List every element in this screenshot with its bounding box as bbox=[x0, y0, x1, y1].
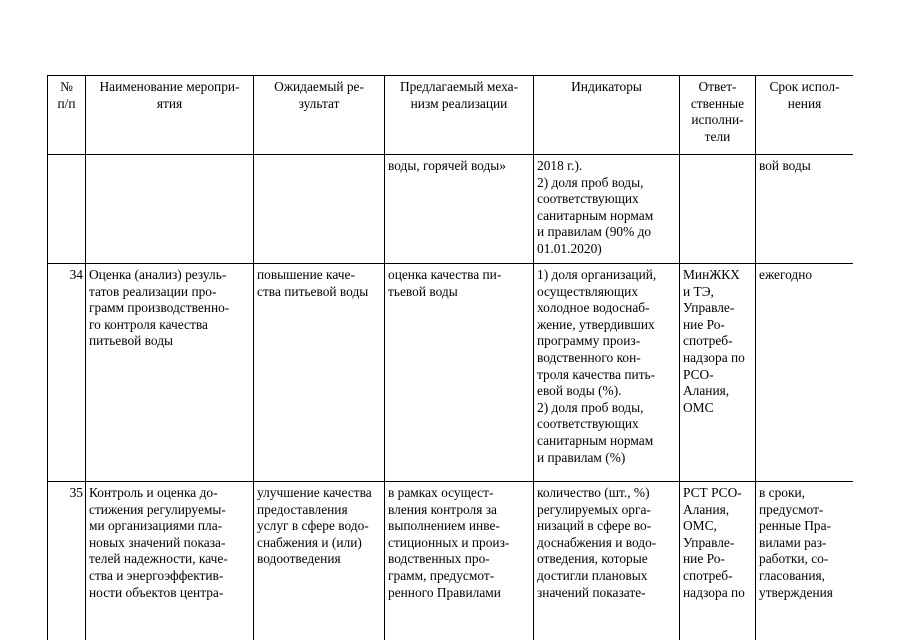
cell-indicators: 1) доля организаций, осуществляющих холодное водоснаб- жение, утвердивших программу произ- водственного кон- троля качества пить- евой воды (%). 2) доля проб воды, соответствующих санитарным нормам и правилам (%) bbox=[534, 264, 680, 482]
header-measure-name: Наименование меропри- ятия bbox=[86, 76, 254, 155]
cell-expected-result bbox=[254, 155, 385, 264]
cell-measure-name: Оценка (анализ) резуль- татов реализации про- грамм производственно- го контроля качества питьевой воды bbox=[86, 264, 254, 482]
cell-measure-name bbox=[86, 155, 254, 264]
cell-number bbox=[48, 155, 86, 264]
cell-number: 34 bbox=[48, 264, 86, 482]
cell-term: вой воды bbox=[756, 155, 854, 264]
cell-indicators: количество (шт., %) регулируемых орга- низаций в сфере во- доснабжения и водо- отведения, которые достигли плановых значений показате- bbox=[534, 482, 680, 640]
cell-responsible bbox=[680, 155, 756, 264]
cell-responsible: МинЖКХ и ТЭ, Управле- ние Ро- спотреб- надзора по РСО- Алания, ОМС bbox=[680, 264, 756, 482]
cell-number: 35 bbox=[48, 482, 86, 640]
cell-measure-name: Контроль и оценка до- стижения регулируемы- ми организациями пла- новых значений показа- телей надежности, каче- ства и энергоэффектив- ности объектов центра- bbox=[86, 482, 254, 640]
cell-expected-result: улучшение качества предоставления услуг в сфере водо- снабжения и (или) водоотведения bbox=[254, 482, 385, 640]
document-page bbox=[47, 75, 853, 640]
cell-indicators: 2018 г.). 2) доля проб воды, соответствующих санитарным нормам и правилам (90% до 01.01.2020) bbox=[534, 155, 680, 264]
header-number: № п/п bbox=[48, 76, 86, 155]
cell-expected-result: повышение каче- ства питьевой воды bbox=[254, 264, 385, 482]
header-responsible: Ответ- ственные исполни- тели bbox=[680, 76, 756, 155]
table-row bbox=[48, 155, 854, 264]
cell-term: в сроки, предусмот- ренные Пра- вилами раз- работки, со- гласования, утверждения bbox=[756, 482, 854, 640]
cell-mechanism: оценка качества пи- тьевой воды bbox=[385, 264, 534, 482]
cell-responsible: РСТ РСО- Алания, ОМС, Управле- ние Ро- спотреб- надзора по bbox=[680, 482, 756, 640]
cell-term: ежегодно bbox=[756, 264, 854, 482]
header-indicators: Индикаторы bbox=[534, 76, 680, 155]
cell-mechanism: в рамках осущест- вления контроля за выполнением инве- стиционных и произ- водственных про- грамм, предусмот- ренного Правилами bbox=[385, 482, 534, 640]
header-mechanism: Предлагаемый меха- низм реализации bbox=[385, 76, 534, 155]
table-row bbox=[48, 264, 854, 482]
header-term: Срок испол- нения bbox=[756, 76, 854, 155]
cell-mechanism: воды, горячей воды» bbox=[385, 155, 534, 264]
table-header-row bbox=[48, 76, 854, 155]
table-row bbox=[48, 482, 854, 640]
header-expected-result: Ожидаемый ре- зультат bbox=[254, 76, 385, 155]
measures-table bbox=[47, 75, 853, 640]
